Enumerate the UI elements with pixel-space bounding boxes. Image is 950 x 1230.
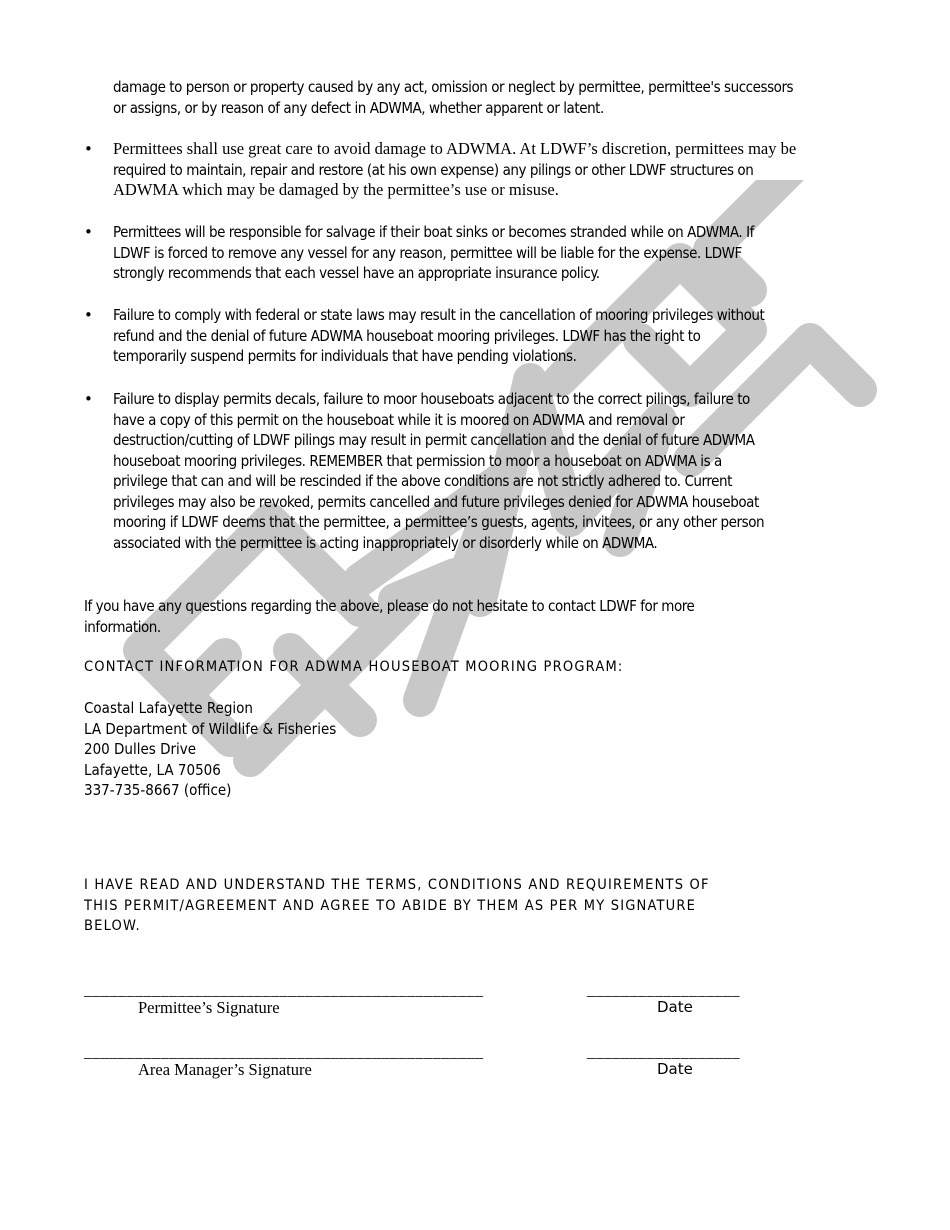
bullet-paragraph-decals bbox=[113, 389, 764, 553]
bullet-4-line-3: destruction/cutting of LDWF pilings may result in permit cancellation and the denial of future ADWMA bbox=[113, 431, 755, 449]
bullet-4-line-6: privileges may also be revoked, permits cancelled and future privileges denied for ADWMA houseboat bbox=[113, 492, 759, 511]
questions-paragraph bbox=[84, 596, 694, 637]
bullet-paragraph-damage bbox=[113, 139, 796, 201]
bullet-4-line-2: have a copy of this permit on the houseboat while it is moored on ADWMA and removal or bbox=[113, 410, 685, 429]
bullet-3-line-1: Failure to comply with federal or state laws may result in the cancellation of mooring privileges without bbox=[113, 306, 765, 324]
permittee-signature-line[interactable]: _______________________________________________ bbox=[84, 982, 484, 999]
permittee-signature-label: Permittee’s Signature bbox=[138, 998, 280, 1017]
bullet-1-line-2: required to maintain, repair and restore (at his own expense) any pilings or other LDWF structures on bbox=[113, 160, 754, 179]
bullet-2-line-3: strongly recommends that each vessel have an appropriate insurance policy. bbox=[113, 264, 600, 282]
bullet-2-line-2: LDWF is forced to remove any vessel for any reason, permittee will be liable for the expense. LDWF bbox=[113, 243, 742, 262]
permittee-date-label: Date bbox=[657, 998, 693, 1016]
manager-signature-label: Area Manager’s Signature bbox=[138, 1060, 312, 1079]
contact-city: Lafayette, LA 70506 bbox=[84, 760, 221, 779]
watermark bbox=[60, 180, 920, 940]
bullet-marker: • bbox=[84, 140, 93, 158]
bullet-1-line-1: Permittees shall use great care to avoid damage to ADWMA. At LDWF’s discretion, permittees may be bbox=[113, 139, 797, 158]
bullet-marker: • bbox=[84, 306, 93, 324]
permittee-date-line[interactable]: __________________ bbox=[587, 982, 740, 999]
bullet-paragraph-salvage bbox=[113, 222, 754, 284]
continued-line-2: or assigns, or by reason of any defect in ADWMA, whether apparent or latent. bbox=[113, 98, 604, 117]
bullet-paragraph-laws bbox=[113, 305, 764, 367]
bullet-4-line-7: mooring if LDWF deems that the permittee, a permittee’s guests, agents, invitees, or any other person bbox=[113, 513, 765, 531]
bullet-3-line-3: temporarily suspend permits for individuals that have pending violations. bbox=[113, 347, 577, 365]
acknowledgement-line-1: I HAVE READ AND UNDERSTAND THE TERMS, CONDITIONS AND REQUIREMENTS OF bbox=[84, 877, 710, 893]
bullet-4-line-8: associated with the permittee is acting inappropriately or disorderly while on ADWMA. bbox=[113, 533, 658, 552]
continued-line-1: damage to person or property caused by any act, omission or neglect by permittee, permittee's successors bbox=[113, 78, 794, 96]
bullet-marker: • bbox=[84, 390, 93, 408]
manager-signature-line[interactable]: _______________________________________________ bbox=[84, 1044, 484, 1061]
contact-department: LA Department of Wildlife & Fisheries bbox=[84, 719, 337, 738]
bullet-3-line-2: refund and the denial of future ADWMA houseboat mooring privileges. LDWF has the right to bbox=[113, 326, 701, 345]
questions-line-1: If you have any questions regarding the above, please do not hesitate to contact LDWF for more bbox=[84, 597, 695, 615]
bullet-4-line-1: Failure to display permits decals, failure to moor houseboats adjacent to the correct pilings, failure to bbox=[113, 390, 750, 408]
contact-address-block bbox=[84, 698, 336, 801]
contact-street: 200 Dulles Drive bbox=[84, 740, 197, 758]
manager-date-line[interactable]: __________________ bbox=[587, 1044, 740, 1061]
bullet-2-line-1: Permittees will be responsible for salvage if their boat sinks or becomes stranded while on ADWMA. If bbox=[113, 223, 754, 241]
contact-heading: CONTACT INFORMATION FOR ADWMA HOUSEBOAT MOORING PROGRAM: bbox=[84, 659, 624, 675]
manager-date-label: Date bbox=[657, 1060, 693, 1078]
contact-phone: 337-735-8667 (office) bbox=[84, 781, 232, 799]
acknowledgement-line-2: THIS PERMIT/AGREEMENT AND AGREE TO ABIDE BY THEM AS PER MY SIGNATURE bbox=[84, 897, 697, 914]
continued-paragraph bbox=[113, 77, 793, 118]
acknowledgement-statement bbox=[84, 875, 710, 937]
contact-region: Coastal Lafayette Region bbox=[84, 699, 253, 717]
acknowledgement-line-3: BELOW. bbox=[84, 918, 141, 934]
bullet-4-line-4: houseboat mooring privileges. REMEMBER that permission to moor a houseboat on ADWMA is a bbox=[113, 451, 722, 470]
bullet-marker: • bbox=[84, 223, 93, 241]
questions-line-2: information. bbox=[84, 617, 161, 636]
bullet-4-line-5: privilege that can and will be rescinded if the above conditions are not strictly adhered to. Current bbox=[113, 472, 732, 490]
bullet-1-line-3: ADWMA which may be damaged by the permittee’s use or misuse. bbox=[113, 180, 559, 199]
